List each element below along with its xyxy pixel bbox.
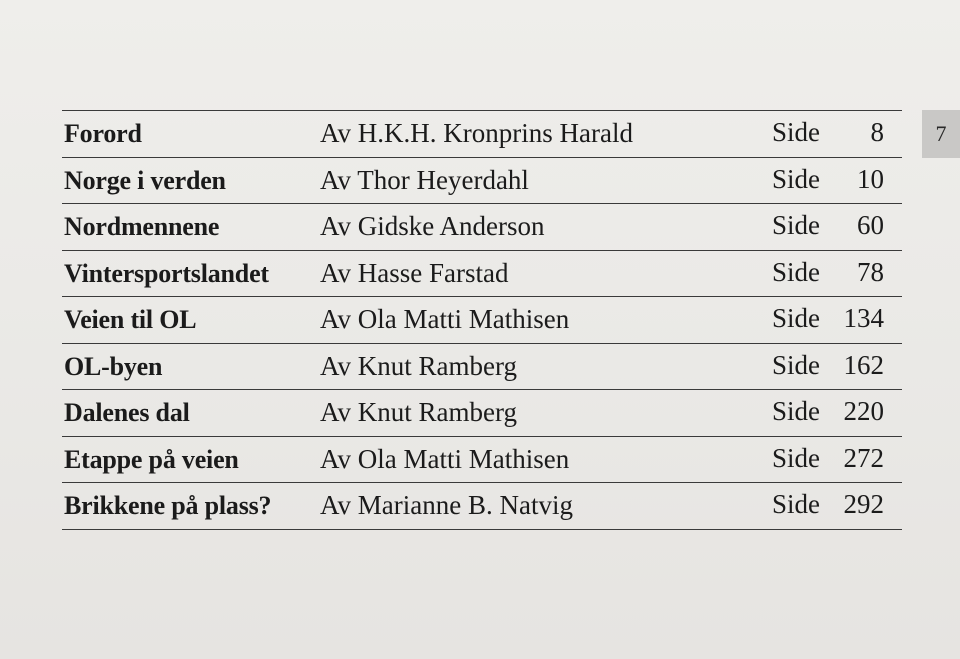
toc-row <box>62 437 902 484</box>
chapter-author: Av Knut Ramberg <box>320 397 517 427</box>
chapter-title: Etappe på veien <box>64 444 239 474</box>
table-of-contents <box>62 110 902 530</box>
page-prefix: Side <box>772 349 821 380</box>
page-reference <box>772 350 884 381</box>
page-reference <box>772 164 884 195</box>
page-prefix: Side <box>772 442 821 473</box>
chapter-author: Av Knut Ramberg <box>320 350 517 381</box>
toc-row <box>62 204 902 251</box>
chapter-author: Av Marianne B. Natvig <box>320 490 573 520</box>
page-prefix: Side <box>772 303 821 333</box>
page-number-value: 60 <box>857 210 884 240</box>
chapter-author: Av Ola Matti Mathisen <box>320 304 570 334</box>
page-prefix: Side <box>772 163 821 194</box>
page-number-value: 8 <box>870 117 884 147</box>
page-reference <box>772 443 884 474</box>
chapter-title: Dalenes dal <box>64 398 190 427</box>
page-prefix: Side <box>772 210 821 240</box>
toc-row <box>62 390 902 437</box>
toc-row <box>62 483 902 530</box>
page-reference <box>772 489 884 520</box>
page-number-value: 78 <box>857 256 884 287</box>
page-reference <box>772 303 884 334</box>
page-prefix: Side <box>772 256 821 287</box>
chapter-title: Norge i verden <box>64 165 226 195</box>
chapter-author: Av Ola Matti Mathisen <box>320 443 570 474</box>
page-number-value: 10 <box>857 163 884 194</box>
chapter-author: Av Gidske Anderson <box>320 211 545 241</box>
toc-row <box>62 251 902 298</box>
chapter-author: Av Thor Heyerdahl <box>320 164 529 195</box>
chapter-author: Av Hasse Farstad <box>320 257 509 288</box>
page-prefix: Side <box>772 117 821 147</box>
chapter-title: Nordmennene <box>64 212 220 241</box>
chapter-title: Veien til OL <box>64 305 197 334</box>
page-number: 7 <box>935 121 947 146</box>
page-number-value: 134 <box>843 303 884 333</box>
page-number-value: 292 <box>843 489 884 519</box>
chapter-author: Av H.K.H. Kronprins Harald <box>320 118 633 148</box>
page-reference <box>772 117 884 148</box>
toc-row <box>62 344 902 391</box>
page-number-value: 220 <box>843 396 884 426</box>
page-reference <box>772 257 884 288</box>
page-number-value: 272 <box>843 442 884 473</box>
chapter-title: Forord <box>64 119 142 148</box>
page-prefix: Side <box>772 489 821 519</box>
toc-row <box>62 111 902 158</box>
chapter-title: Vintersportslandet <box>64 258 269 288</box>
chapter-title: Brikkene på plass? <box>64 491 272 520</box>
page-number-tab <box>922 110 960 158</box>
page-reference <box>772 396 884 427</box>
page-number-value: 162 <box>843 349 884 380</box>
chapter-title: OL-byen <box>64 351 163 381</box>
toc-row <box>62 297 902 344</box>
page-reference <box>772 210 884 241</box>
toc-row <box>62 158 902 205</box>
page-prefix: Side <box>772 396 821 426</box>
